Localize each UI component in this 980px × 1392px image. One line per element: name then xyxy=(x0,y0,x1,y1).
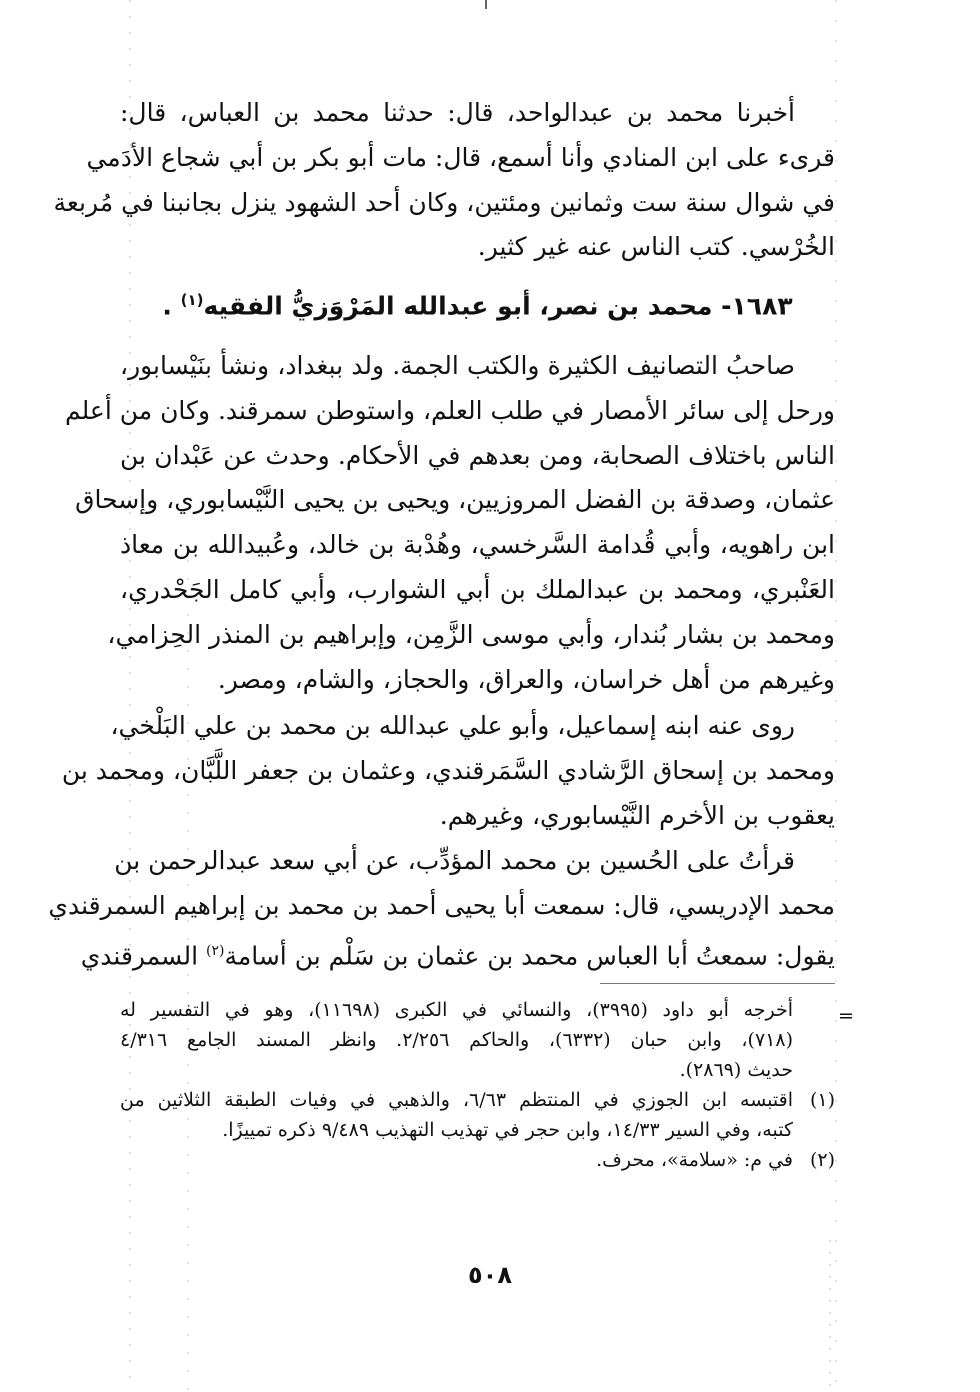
footnotes xyxy=(120,995,835,1175)
footnote-line: (٧١٨)، وابن حبان (٦٣٣٢)، والحاكم ٢/٢٥٦. وانظر المسند الجامع ٤/٣١٦ xyxy=(120,1029,793,1051)
bio-line: وغيرهم من أهل خراسان، والعراق، والحجاز، والشام، ومصر. xyxy=(217,664,835,694)
bio-line: ومحمد بن بشار بُندار، وأبي موسى الزَّمِن، وإبراهيم بن المنذر الحِزامي، xyxy=(107,619,835,649)
entry-heading xyxy=(120,278,835,328)
footnote-line: حديث (٢٨٦٩). xyxy=(679,1059,793,1081)
footnote-1-marker: (١) xyxy=(809,1089,835,1111)
chain-line-3 xyxy=(80,929,835,979)
biography-paragraph xyxy=(64,344,835,702)
heading-period: . xyxy=(162,291,172,321)
intro-line: أخبرنا محمد بن عبدالواحد، قال: حدثنا محمد بن العباس، قال: xyxy=(120,98,795,127)
entry-title: ١٦٨٣- محمد بن نصر، أبو عبدالله المَرْوَزيُّ الفقيه xyxy=(203,291,793,321)
footnote-2-marker: (٢) xyxy=(809,1149,835,1171)
chain-line: محمد الإدريسي، قال: سمعت أبا يحيى أحمد بن محمد بن إبراهيم السمرقندي xyxy=(48,890,835,920)
bio-line: ورحل إلى سائر الأمصار في طلب العلم، واستوطن سمرقند. وكان من أعلم xyxy=(64,395,835,425)
footnote-line: أخرجه أبو داود (٣٩٩٥)، والنسائي في الكبرى (١١٦٩٨)، وهو في التفسير له xyxy=(120,999,794,1021)
footnote-ref: (١) xyxy=(180,291,204,309)
footnote-continuation-mark: = xyxy=(838,1005,854,1027)
footnote-line: كتبه، وفي السير ١٤/٣٣، وابن حجر في تهذيب التهذيب ٩/٤٨٩ ذكره تمييزًا. xyxy=(222,1119,793,1141)
footnote-1-line: اقتبسه ابن الجوزي في المنتظم ٦/٦٣، والذهبي في وفيات الطبقة الثلاثين من xyxy=(120,1089,793,1111)
chain-paragraph xyxy=(48,839,835,979)
footnote-1 xyxy=(120,1085,835,1115)
intro-line: في شوال سنة ست وثمانين ومئتين، وكان أحد الشهود ينزل بجانبنا في مُربعة xyxy=(53,187,835,217)
bio-line: العَنْبري، ومحمد بن عبدالملك بن أبي الشوارب، وأبي كامل الجَحْدري، xyxy=(120,574,835,604)
footnote-2-text: في م: «سلامة»، محرف. xyxy=(596,1149,793,1171)
chain-line: قرأتُ على الحُسين بن محمد المؤدِّب، عن أبي سعد عبدالرحمن بن xyxy=(114,846,795,875)
narrators-line: روى عنه ابنه إسماعيل، وأبو علي عبدالله بن محمد بن علي البَلْخي، xyxy=(110,711,795,740)
narrators-line: ومحمد بن إسحاق الرَّشادي السَّمَرقندي، وعثمان بن جعفر اللَّبَّان، ومحمد بن xyxy=(61,755,835,785)
chain-line-3-text: يقول: سمعتُ أبا العباس محمد بن عثمان بن سَلْم بن أسامة xyxy=(224,940,835,970)
intro-line: قرىء على ابن المنادي وأنا أسمع، قال: مات أبو بكر بن أبي شجاع الأدَمي xyxy=(86,142,835,172)
bio-line: ابن راهويه، وأبي قُدامة السَّرخسي، وهُدْبة بن خالد، وعُبيدالله بن معاذ xyxy=(120,530,835,560)
intro-paragraph xyxy=(53,91,835,270)
chain-line-3-end: السمرقندي xyxy=(80,940,206,970)
page-number: ٥٠٨ xyxy=(468,1261,512,1289)
narrators-paragraph xyxy=(61,704,835,838)
narrators-line: يعقوب بن الأخرم النَّيْسابوري، وغيرهم. xyxy=(439,800,835,830)
footnote-separator xyxy=(600,983,835,984)
bio-line: عثمان، وصدقة بن الفضل المروزيين، ويحيى بن يحيى النَّيْسابوري، وإسحاق xyxy=(75,485,835,515)
footnote-ref: (٢) xyxy=(205,942,225,959)
bio-line: صاحبُ التصانيف الكثيرة والكتب الجمة. ولد ببغداد، ونشأ بنَيْسابور، xyxy=(120,351,795,380)
bio-line: الناس باختلاف الصحابة، ومن بعدهم في الأحكام. وحدث عن عَبْدان بن xyxy=(120,440,835,470)
intro-line: الخُرْسي. كتب الناس عنه غير كثير. xyxy=(477,232,835,262)
footnote-2 xyxy=(120,1145,835,1175)
